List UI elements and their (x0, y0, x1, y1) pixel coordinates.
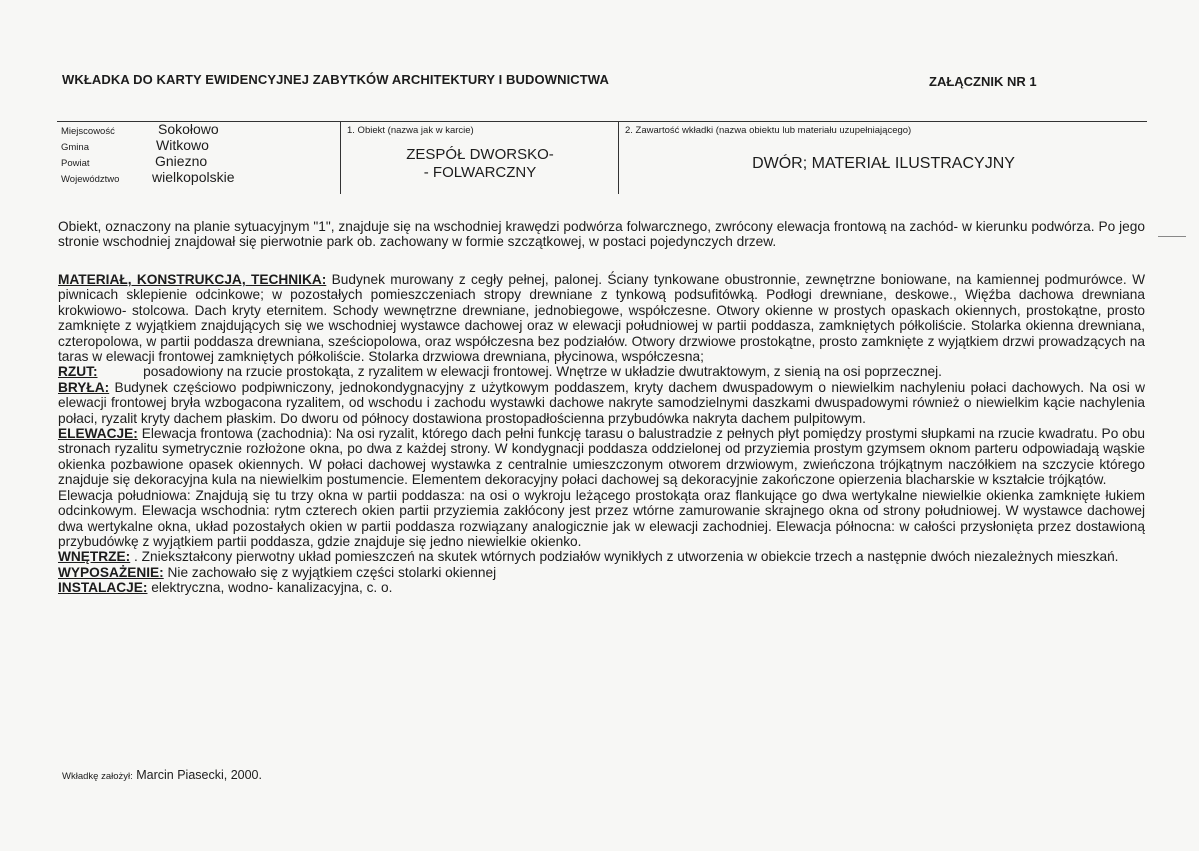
wnetrze-section (58, 549, 1145, 564)
description-body (58, 272, 1145, 596)
wojewodztwo-label: Województwo (61, 174, 120, 185)
rzut-section (58, 364, 1145, 379)
annex-label: ZAŁĄCZNIK NR 1 (929, 74, 1037, 89)
instalacje-section (58, 580, 1145, 595)
rzut-text: posadowiony na rzucie prostokąta, z ryzalitem w elewacji frontowej. Wnętrze w układzie dwutraktowym, z sienią na osi poprzecznej. (97, 364, 942, 380)
instalacje-heading: INSTALACJE: (58, 580, 148, 596)
intro-text: Obiekt, oznaczony na planie sytuacyjnym "1", znajduje się na wschodniej krawędzi podwórza folwarcznego, zwrócony elewacja frontową na zachód- w kierunku podwórza. Po jego stronie wschodniej znajdował się pierwotnie park ob. zachowany w formie szczątkowej, w postaci pojedynczych drzew. (58, 219, 1145, 250)
author-label: Wkładkę założył: (62, 771, 133, 782)
wyposazenie-text: Nie zachowało się z wyjątkiem części stolarki okiennej (163, 564, 497, 580)
location-cell (57, 122, 339, 194)
author-footer (62, 768, 262, 782)
wyposazenie-heading: WYPOSAŻENIE: (58, 564, 164, 580)
miejscowosc-value: Sokołowo (158, 121, 219, 137)
contents-cell (618, 122, 1148, 194)
object-value (341, 146, 619, 182)
material-heading: MATERIAŁ, KONSTRUKCJA, TECHNIKA: (58, 272, 327, 287)
elewacje-text: Elewacja frontowa (zachodnia): Na osi ryzalit, którego dach pełni funkcję tarasu o balustradzie z pełnych płyt pomiędzy prostymi słupkami na rzucie kwadratu. Po obu stronach ryzalitu symetrycznie rozłożone okna, po dwa z każdej strony. W kondygnacji poddasza oddzielonej od przyziemia prostym gzymsem oknom parteru odpowiadają wąskie okienka pozbawione opasek okiennych. W połaci dachowej wystawka z centralnie umieszczonym otworem drzwiowym, zwieńczona trójkątnym naczółkiem na szczycie którego znajduje się dekoracyjna kula na niewielkim postumencie. Elementem dekoracyjny połaci dachowej są dekoracyjnie zakończone opierzenia blacharskie w kształcie trójkątów. (58, 426, 1145, 488)
material-text: Budynek murowany z cegły pełnej, palonej. Ściany tynkowane obustronnie, zewnętrzne boniowane, na kamiennej podmurówce. W piwnicach sklepienie odcinkowe; w pozostałych pomieszczeniach stropy drewniane z tynkową podsufitówką. Podłogi drewniane, deskowe., Więźba dachowa drewniana krokwiowo- stolcowa. Dach kryty eternitem. Schody wewnętrzne drewniane, jednobiegowe, współczesne. Otwory okienne w prostych opaskach okiennych, prostokątne, prosto zamknięte z wyjątkiem znajdujących się we wschodniej wystawce dachowej oraz w elewacji południowej w partii poddasza, zamkniętych półkoliście. Stolarka okienna drewniana, czteropolowa, w partii poddasza drewniana, sześciopolowa, oraz współczesna bez podziałów. Otwory drzwiowe prostokątne, prosto zamknięte z wyjątkiem drzwi prowadzących na taras w elewacji frontowej zamkniętych półkoliście. Stolarka drzwiowa drewniana, płycinowa, współczesna; (58, 272, 1145, 365)
wnetrze-text: . Zniekształcony pierwotny układ pomieszczeń na skutek wtórnych podziałów wynikłych z utworzenia w obiekcie trzech a następnie dwóch niezależnych mieszkań. (130, 549, 1119, 565)
scan-edge-mark (1158, 236, 1186, 237)
wyposazenie-section (58, 565, 1145, 580)
gmina-label: Gmina (61, 142, 89, 153)
elewacje-section-2: Elewacja południowa: Znajdują się tu trzy okna w partii poddasza: na osi o wykroju leżącego prostokąta oraz flankujące go dwa wertykalne niewielkie okienka zamknięte łukiem odcinkowym. Elewacja wschodnia: rytm czterech okien partii przyziemia zakłócony jest przez wtórne zamurowanie skrajnego okna od strony południowej. W wystawce dachowej dwa wertykalne okna, układ pozostałych okien w partii poddasza rozwiązany analogicznie jak w elewacji zachodniej. Elewacja północna: w całości przysłonięta przez dostawioną przybudówkę z wyjątkiem partii poddasza, gdzie znajduje się jedno niewielkie okienko. (58, 487, 1145, 549)
info-table (57, 121, 1147, 194)
object-value-line1: ZESPÓŁ DWORSKO- (406, 146, 554, 163)
document-title: WKŁADKA DO KARTY EWIDENCYJNEJ ZABYTKÓW ARCHITEKTURY I BUDOWNICTWA (62, 72, 609, 87)
contents-label: 2. Zawartość wkładki (nazwa obiektu lub materiału uzupełniającego) (625, 125, 912, 136)
powiat-label: Powiat (61, 158, 90, 169)
object-label: 1. Obiekt (nazwa jak w karcie) (347, 125, 474, 136)
bryla-text: Budynek częściowo podpiwniczony, jednokondygnacyjny z użytkowym poddaszem, kryty dachem dwuspadowym o niewielkim nachyleniu połaci dachowych. Na osi w elewacji frontowej bryła wzbogacona ryzalitem, od wschodu i zachodu wystawki dachowe nakryte samodzielnymi daszkami dwuspadowymi również o niewielkim kącie nachylenia połaci, ryzalit kryty dachem płaskim. Do dworu od północy dostawiona prostopadłościenna przybudówka nakryta dachem pulpitowym. (58, 379, 1145, 426)
wnetrze-heading: WNĘTRZE: (58, 549, 131, 565)
wojewodztwo-value: wielkopolskie (152, 169, 235, 185)
instalacje-text: elektryczna, wodno- kanalizacyjna, c. o. (147, 580, 393, 596)
material-section (58, 272, 1145, 364)
gmina-value: Witkowo (156, 137, 209, 153)
author-value: Marcin Piasecki, 2000. (132, 768, 262, 782)
object-cell (340, 122, 619, 194)
elewacje-section (58, 426, 1145, 488)
powiat-value: Gniezno (155, 153, 208, 169)
bryla-section (58, 380, 1145, 426)
object-value-line2: - FOLWARCZNY (423, 164, 537, 181)
elewacje-heading: ELEWACJE: (58, 426, 138, 442)
rzut-heading: RZUT: (58, 364, 98, 380)
contents-value: DWÓR; MATERIAŁ ILUSTRACYJNY (752, 155, 1015, 172)
intro-paragraph (58, 219, 1145, 250)
miejscowosc-label: Miejscowość (61, 126, 115, 137)
bryla-heading: BRYŁA: (58, 379, 110, 395)
